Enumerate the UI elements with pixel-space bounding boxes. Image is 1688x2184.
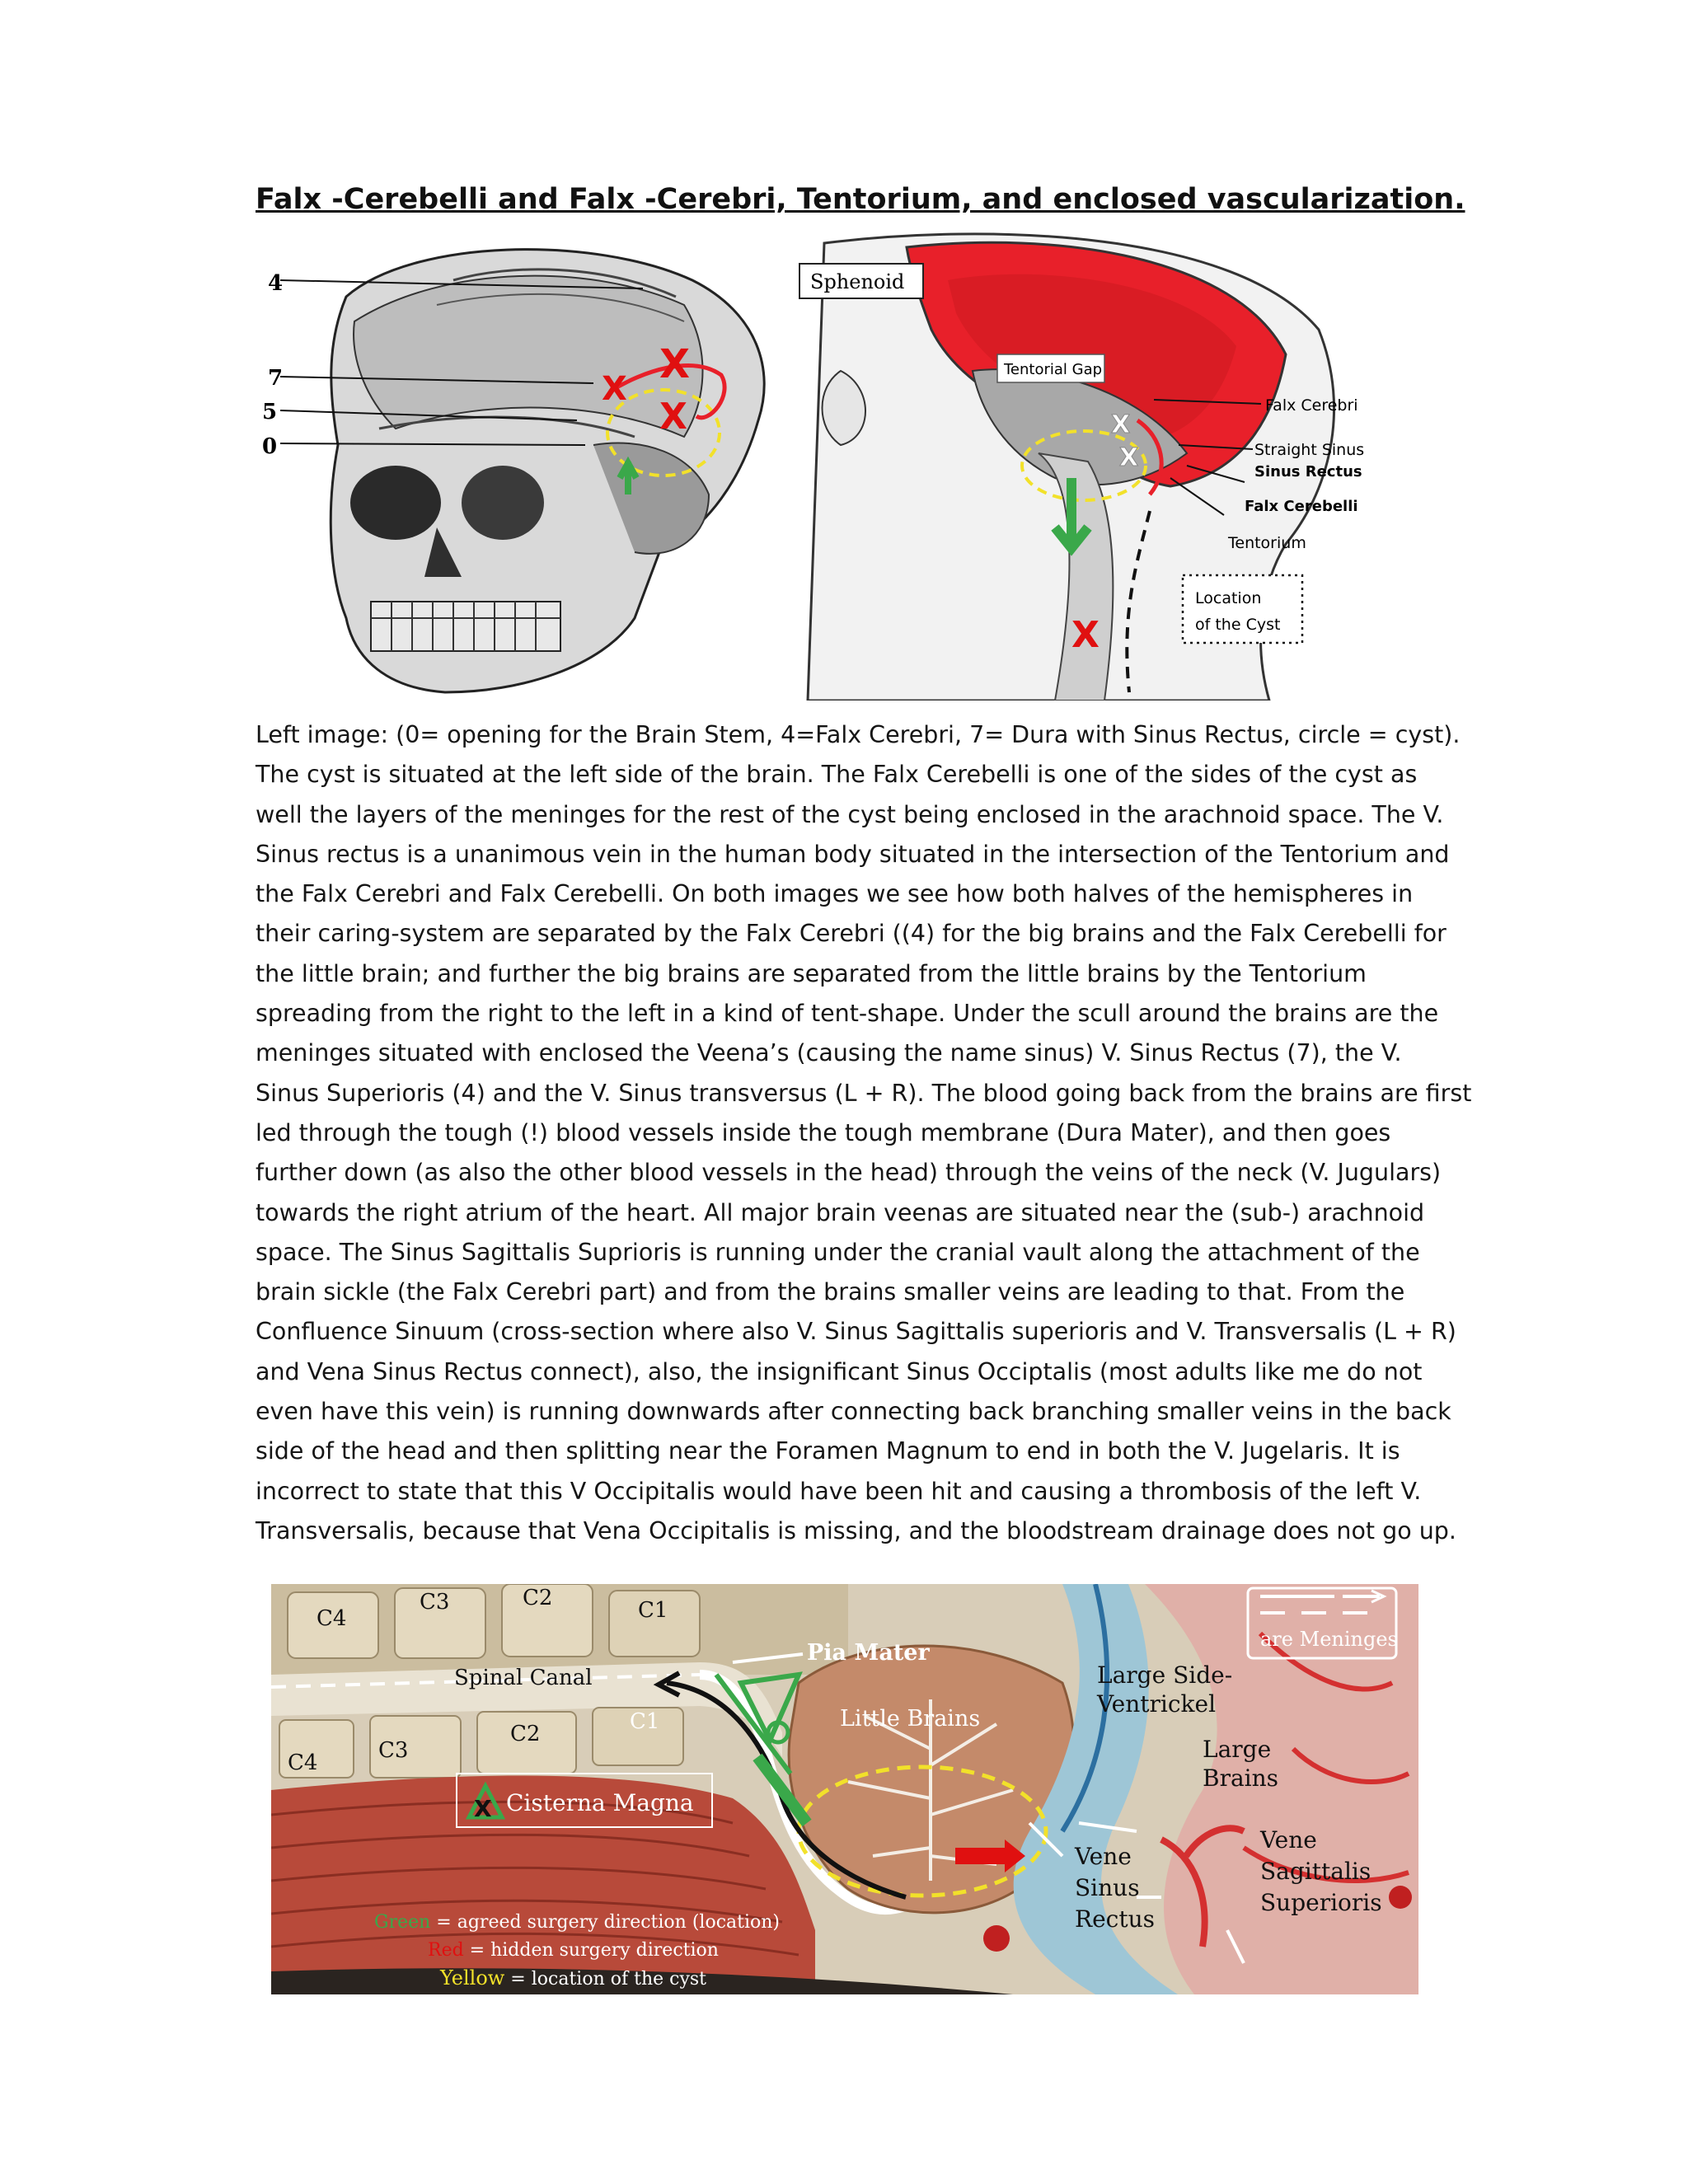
label-spinal-canal: Spinal Canal bbox=[454, 1666, 593, 1690]
legend-green-text: = agreed surgery direction (location) bbox=[430, 1912, 781, 1933]
legend-red-word: Red bbox=[428, 1940, 464, 1961]
caption-line: Sinus Superioris (4) and the V. Sinus transversus (L + R). The blood going back from the brains are first bbox=[256, 1079, 1472, 1107]
label-vertebra: C1 bbox=[630, 1709, 660, 1734]
bottom-figure bbox=[271, 1584, 1418, 1994]
label-sinus-rectus: Sinus Rectus bbox=[1254, 463, 1362, 480]
skull-number-4: 4 bbox=[268, 271, 284, 296]
label-vene-sagittalis-superioris: Sagittalis bbox=[1260, 1858, 1372, 1885]
page-title: Falx -Cerebelli and Falx -Cerebri, Tentorium, and enclosed vascularization. bbox=[256, 183, 1465, 216]
caption-line: incorrect to state that this V Occipitalis would have been hit and causing a thrombosis of the left V. bbox=[256, 1477, 1422, 1505]
label-vertebra: C3 bbox=[378, 1738, 409, 1763]
top-figure bbox=[247, 231, 1418, 701]
label-falx-cerebelli: Falx Cerebelli bbox=[1245, 498, 1358, 515]
label-tentorium: Tentorium bbox=[1228, 534, 1306, 552]
label-location-of-cyst: Location bbox=[1195, 589, 1262, 607]
caption-line: their caring-system are separated by the Falx Cerebri ((4) for the big brains and the Falx Cerebelli for bbox=[256, 920, 1447, 948]
label-vene-sinus-rectus: Rectus bbox=[1075, 1905, 1155, 1933]
label-large-side-ventrickel: Large Side- bbox=[1097, 1661, 1233, 1689]
label-vertebra: C2 bbox=[523, 1586, 553, 1610]
caption-line: side of the head and then splitting near the Foramen Magnum to end in both the V. Jugelaris. It is bbox=[256, 1437, 1400, 1465]
caption-line: even have this vein) is running downwards after connecting back branching smaller veins in the back bbox=[256, 1398, 1451, 1426]
label-straight-sinus: Straight Sinus bbox=[1254, 441, 1365, 459]
caption-line: the Falx Cerebri and Falx Cerebelli. On both images we see how both halves of the hemispheres in bbox=[256, 880, 1414, 908]
figure-caption bbox=[256, 715, 1472, 1551]
label-tentorial-gap: Tentorial Gap bbox=[1004, 361, 1103, 378]
label-vene-sagittalis-superioris: Superioris bbox=[1260, 1889, 1382, 1916]
legend-yellow bbox=[439, 1966, 706, 1990]
svg-text:X: X bbox=[1119, 443, 1139, 472]
label-pia-mater: Pia Mater bbox=[807, 1640, 930, 1666]
caption-line: and Vena Sinus Rectus connect), also, the insignificant Sinus Occiptalis (most adults like me do not bbox=[256, 1357, 1423, 1385]
caption-line: the little brain; and further the big brains are separated from the little brains by the Tentorium bbox=[256, 959, 1367, 987]
label-meninges: are Meninges bbox=[1260, 1628, 1398, 1651]
legend-red-text: = hidden surgery direction bbox=[463, 1940, 719, 1961]
caption-line: Transversalis, because that Vena Occipitalis is missing, and the bloodstream drainage does not go up. bbox=[256, 1516, 1456, 1544]
legend-green bbox=[374, 1912, 780, 1933]
label-vene-sinus-rectus: Sinus bbox=[1075, 1874, 1140, 1901]
skull-illustration bbox=[262, 250, 764, 692]
caption-line: Left image: (0= opening for the Brain Stem, 4=Falx Cerebri, 7= Dura with Sinus Rectus, circle = cyst). bbox=[256, 721, 1461, 748]
skull-mark-x: X bbox=[659, 341, 691, 387]
label-little-brains: Little Brains bbox=[840, 1706, 981, 1732]
skull-number-0: 0 bbox=[262, 434, 278, 459]
sagittal-head-illustration bbox=[799, 234, 1364, 701]
label-large-side-ventrickel: Ventrickel bbox=[1097, 1690, 1217, 1718]
label-vertebra: C4 bbox=[288, 1750, 318, 1775]
label-vene-sagittalis-superioris: Vene bbox=[1260, 1826, 1317, 1854]
label-vertebra: C4 bbox=[316, 1606, 347, 1631]
label-vertebra: C1 bbox=[638, 1598, 668, 1623]
skull-mark-x: X bbox=[602, 370, 627, 408]
label-large-brains: Large bbox=[1203, 1736, 1272, 1763]
caption-line: The cyst is situated at the left side of the brain. The Falx Cerebelli is one of the sides of the cyst as bbox=[256, 761, 1418, 789]
skull-number-7: 7 bbox=[268, 366, 284, 391]
caption-line: towards the right atrium of the heart. All major brain veenas are situated near the (sub-) arachnoid bbox=[256, 1198, 1425, 1226]
svg-text:X: X bbox=[1111, 410, 1131, 439]
label-vene-sinus-rectus: Vene bbox=[1075, 1843, 1132, 1870]
label-vertebra: C3 bbox=[420, 1590, 450, 1615]
caption-line: space. The Sinus Sagittalis Suprioris is running under the cranial vault along the attachment of the bbox=[256, 1238, 1420, 1266]
legend-red bbox=[428, 1940, 719, 1961]
label-cisterna-magna: Cisterna Magna bbox=[506, 1789, 694, 1816]
caption-line: meninges situated with enclosed the Veena’s (causing the name sinus) V. Sinus Rectus (7), the V. bbox=[256, 1039, 1402, 1067]
skull-number-5: 5 bbox=[262, 400, 278, 424]
legend-green-word: Green bbox=[374, 1912, 431, 1933]
caption-line: spreading from the right to the left in a kind of tent-shape. Under the scull around the brains are the bbox=[256, 1000, 1439, 1028]
caption-line: well the layers of the meninges for the rest of the cyst being enclosed in the arachnoid space. The V. bbox=[256, 800, 1444, 828]
legend-yellow-text: = location of the cyst bbox=[504, 1969, 707, 1990]
label-sphenoid: Sphenoid bbox=[810, 270, 905, 293]
legend-yellow-word: Yellow bbox=[440, 1966, 505, 1990]
caption-line: led through the tough (!) blood vessels inside the tough membrane (Dura Mater), and then goes bbox=[256, 1118, 1391, 1146]
label-falx-cerebri: Falx Cerebri bbox=[1265, 396, 1358, 415]
caption-line: Sinus rectus is a unanimous vein in the human body situated in the intersection of the Tentorium and bbox=[256, 840, 1450, 868]
mark-x: X bbox=[1071, 614, 1100, 656]
mark-x: X bbox=[474, 1795, 492, 1822]
caption-line: Confluence Sinuum (cross-section where also V. Sinus Sagittalis superioris and V. Transversalis (L + R) bbox=[256, 1318, 1456, 1346]
label-location-of-cyst: of the Cyst bbox=[1195, 616, 1281, 634]
skull-mark-x: X bbox=[659, 396, 687, 438]
label-vertebra: C2 bbox=[510, 1722, 541, 1746]
label-large-brains: Brains bbox=[1203, 1765, 1279, 1792]
caption-line: further down (as also the other blood vessels in the head) through the veins of the neck (V. Jugulars) bbox=[256, 1159, 1442, 1187]
caption-line: brain sickle (the Falx Cerebri part) and from the brains smaller veins are leading to that. From the bbox=[256, 1278, 1405, 1306]
